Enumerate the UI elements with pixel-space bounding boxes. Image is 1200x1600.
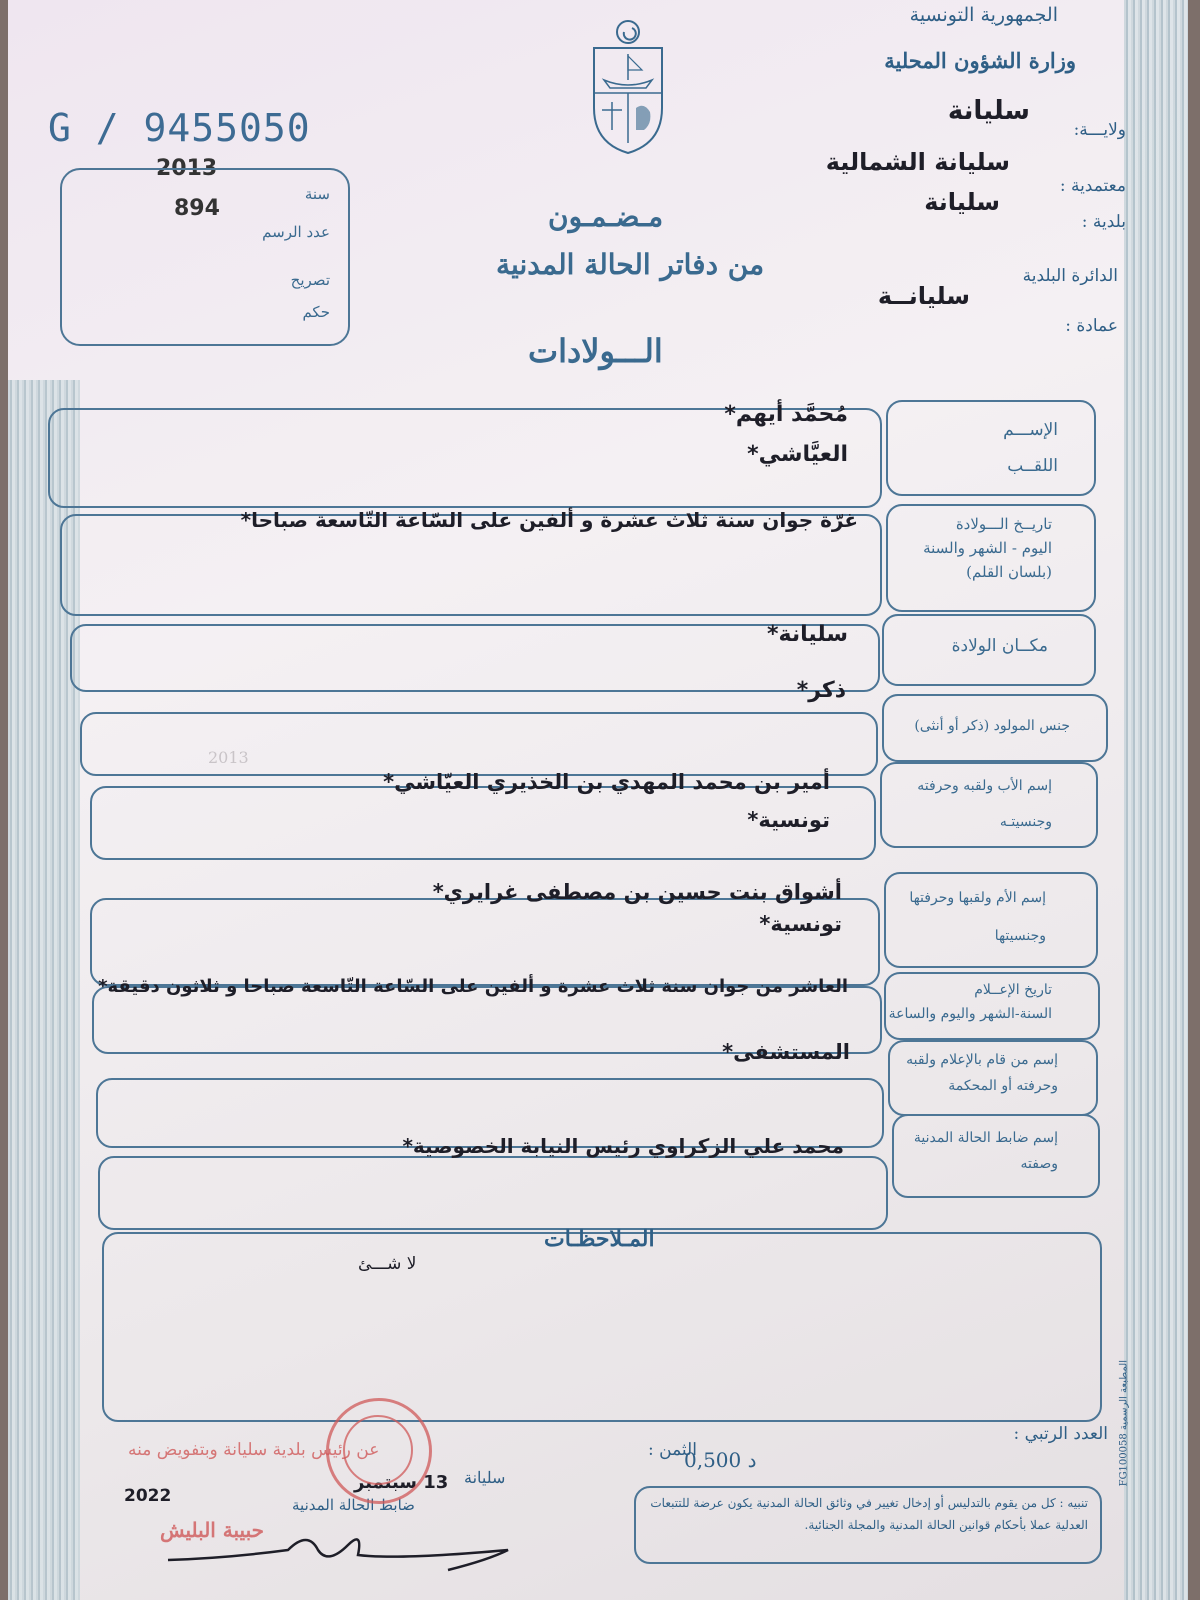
signature-scribble [158,1520,518,1580]
name-label-box [886,400,1096,496]
stamp-name: حبيبة البليش [160,1518,264,1542]
declaration-label: تصريح [290,271,330,289]
year-label: سنة [304,185,330,203]
act-number: 894 [174,196,220,221]
document-title-births: الـــولادات [528,332,663,370]
officer-label: إسم ضابط الحالة المدنية [913,1130,1058,1146]
mother-nationality-value: تونسية* [759,912,842,936]
official-round-stamp [326,1398,432,1504]
place-label: سليانة [464,1468,506,1487]
first-name-label: الإســـم [1003,420,1058,440]
declaration-date-sub-label: السنة-الشهر واليوم والساعة [888,1006,1052,1022]
father-label: إسم الأب ولقبه وحرفته [917,778,1052,794]
declaration-date-label: تاريخ الإعــلام [974,982,1052,998]
mother-nationality-label: وجنسيتها [994,928,1046,944]
birth-certificate-page [8,0,1188,1600]
district-label: الدائرة البلدية [1022,266,1118,286]
registration-year: 2013 [156,156,218,181]
ministry-heading: وزارة الشؤون المحلية [884,48,1076,73]
right-guilloche-border [1124,0,1188,1600]
father-label-box [880,762,1098,848]
delegation-stamp-text: عن رئيس بلدية سليانة وبتفويض منه [128,1440,380,1460]
declaration-date-value: العاشر من جوان سنة ثلاث عشرة و ألفين على السّاعة التّاسعة صباحا و ثلاثون دقيقة* [98,976,848,997]
father-value: أمير بن محمد المهدي بن الخذيري العيّاشي* [383,770,830,794]
legal-notice: تنبيه : كل من يقوم بالتدليس أو إدخال تغيير في وثائق الحالة المدنية يكون عرضة للتتبعات العدلية عملا بأحكام قوانين الحالة المدنية والمجلة الجنائية. [650,1496,1088,1532]
birth-place-value-box [70,624,880,692]
surname-value: العيَّاشي* [747,442,848,467]
mother-label-box [884,872,1098,968]
father-nationality-value: تونسية* [747,808,830,832]
serial-number: G / 9455050 [48,106,311,150]
first-name-value: مُحمَّد أيهم* [724,402,848,427]
declarant-value: المستشفى* [722,1040,850,1064]
document-title-extract: مـضـمـون [548,200,664,233]
sex-value-box [80,712,878,776]
governorate-value: سليانة [947,96,1030,126]
mother-label: إسم الأم ولقبها وحرفتها [909,890,1046,906]
birth-place-label: مكــان الولادة [951,636,1048,656]
delegation-label: معتمدية : [1059,176,1126,196]
birth-date-value: غرّة جوان سنة ثلاث عشرة و ألفين على السّاعة التّاسعة صباحا* [240,508,858,532]
price-value: 0,500 د [684,1448,757,1472]
tunisia-coat-of-arms-icon [588,18,668,158]
declarant-label: إسم من قام بالإعلام ولقبه [906,1052,1058,1068]
officer-value: محمد علي الزكراوي رئيس النيابة الخصوصية* [402,1134,844,1158]
price-label: الثمن : [648,1440,697,1460]
remarks-box [102,1232,1102,1422]
municipality-label: بلدية : [1081,212,1126,232]
sex-label: جنس المولود (ذكر أو أنثى) [914,718,1070,734]
birth-date-label: تاريــخ الـــولادة [955,515,1052,533]
district-value: سليانــة [877,282,970,310]
remarks-value: لا شـــئ [358,1254,417,1274]
document-title-registers: من دفاتر الحالة المدنية [496,248,765,281]
officer-signature-label: ضابط الحالة المدنية [292,1496,415,1514]
omda-label: عمادة : [1065,316,1118,336]
officer-sub-label: وصفته [1020,1156,1058,1172]
issue-date-year: 2022 [124,1486,172,1506]
municipality-value: سليانة [924,188,1000,216]
governorate-label: ولايـــة: [1073,120,1126,140]
mother-value: أشواق بنت حسين بن مصطفى غرايري* [432,880,842,904]
father-nationality-label: وجنسيتـه [999,814,1052,830]
serial-label: العدد الرتبي : [1013,1424,1108,1444]
birth-place-value: سليانة* [767,622,848,647]
printer-code: المطبعة الرسمية FG100058 [1118,1360,1129,1487]
officer-value-box [98,1156,888,1230]
surname-label: اللقــب [1007,456,1058,476]
faint-year-watermark: 2013 [208,748,249,767]
officer-label-box [892,1114,1100,1198]
issue-date-day: 13 سبتمبر [354,1472,449,1493]
republic-heading: الجمهورية التونسية [909,4,1058,26]
remarks-title: المـلاحظـات [544,1226,655,1252]
birth-date-sub-label: اليوم - الشهر والسنة [923,539,1052,557]
judgment-label: حكم [302,303,330,321]
declarant-sub-label: وحرفته أو المحكمة [948,1078,1058,1094]
birth-date-words-label: (بلسان القلم) [966,563,1052,581]
sex-value: ذكر* [796,678,846,703]
act-number-label: عدد الرسم [262,223,330,241]
delegation-value: سليانة الشمالية [825,148,1010,176]
